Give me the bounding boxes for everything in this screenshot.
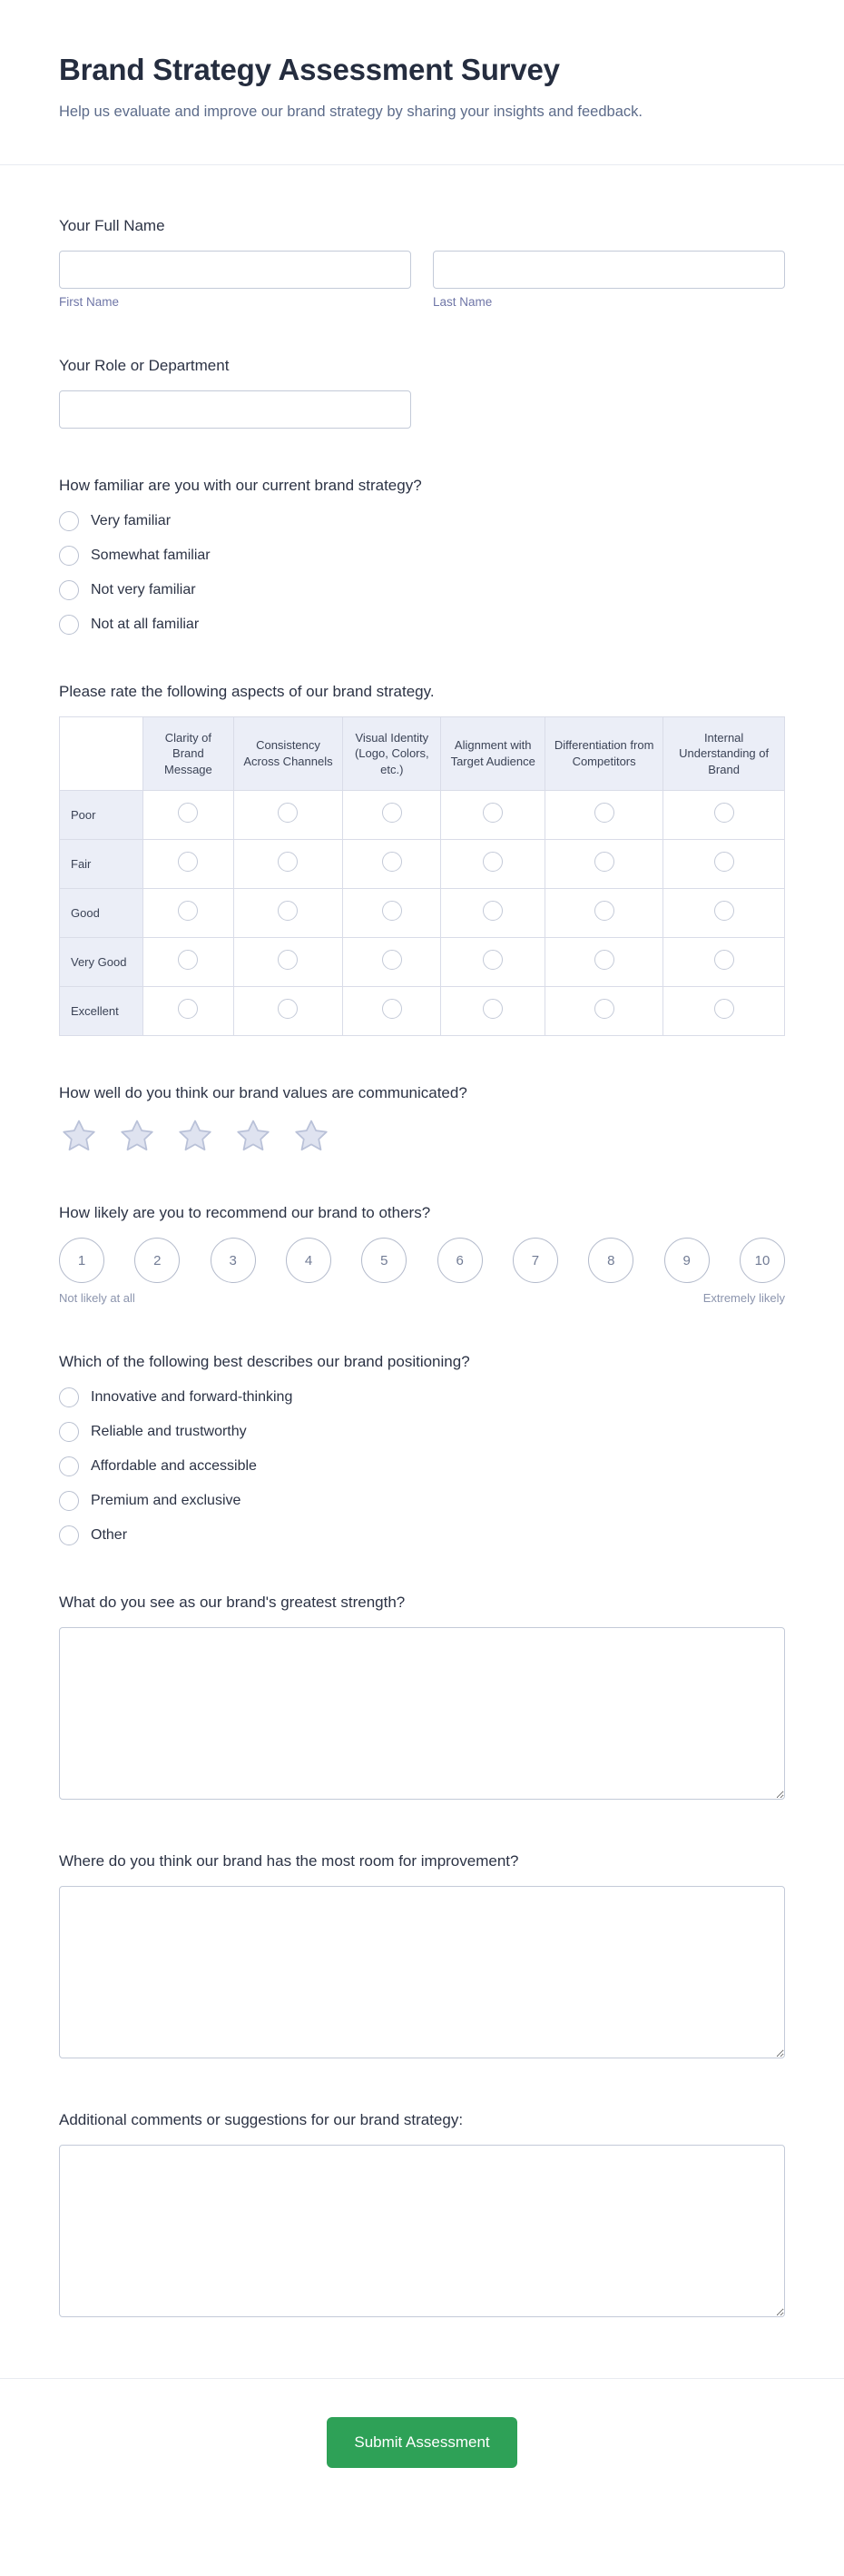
- nps-right-label: Extremely likely: [702, 1291, 785, 1306]
- question-nps: [59, 1203, 785, 1305]
- nps-option-10[interactable]: 10: [740, 1238, 785, 1283]
- matrix-column-header: Differentiation from Competitors: [545, 716, 662, 791]
- matrix-radio[interactable]: [483, 803, 503, 823]
- matrix-radio[interactable]: [178, 901, 198, 921]
- matrix-radio[interactable]: [594, 999, 614, 1019]
- star-icon[interactable]: [233, 1118, 273, 1156]
- nps-scale: [59, 1238, 785, 1283]
- matrix-column-header: Visual Identity (Logo, Colors, etc.): [343, 716, 441, 791]
- matrix-radio[interactable]: [714, 999, 734, 1019]
- question-strength: [59, 1593, 785, 1804]
- matrix-radio[interactable]: [278, 999, 298, 1019]
- matrix-row-header: Excellent: [60, 987, 143, 1036]
- radio-button-icon[interactable]: [59, 511, 79, 531]
- matrix-radio[interactable]: [278, 803, 298, 823]
- radio-button-icon[interactable]: [59, 615, 79, 635]
- matrix-corner-cell: [60, 716, 143, 791]
- nps-option-9[interactable]: 9: [664, 1238, 710, 1283]
- nps-option-8[interactable]: 8: [588, 1238, 633, 1283]
- nps-option-1[interactable]: 1: [59, 1238, 104, 1283]
- matrix-row-good: [60, 889, 785, 938]
- first-name-sublabel: First Name: [59, 295, 120, 310]
- matrix-radio[interactable]: [714, 901, 734, 921]
- familiarity-label: How familiar are you with our current brand strategy?: [59, 477, 422, 495]
- familiarity-option-somewhat-familiar[interactable]: [59, 546, 785, 566]
- matrix-radio[interactable]: [178, 852, 198, 872]
- positioning-option-reliable[interactable]: [59, 1422, 785, 1442]
- form-title: Brand Strategy Assessment Survey: [59, 53, 560, 86]
- nps-option-6[interactable]: 6: [437, 1238, 483, 1283]
- matrix-radio[interactable]: [483, 901, 503, 921]
- matrix-radio[interactable]: [594, 950, 614, 970]
- matrix-column-header: Alignment with Target Audience: [441, 716, 545, 791]
- nps-option-4[interactable]: 4: [286, 1238, 331, 1283]
- matrix-radio[interactable]: [278, 852, 298, 872]
- form-footer: [0, 2378, 844, 2521]
- nps-option-2[interactable]: 2: [134, 1238, 180, 1283]
- matrix-header-row: [60, 716, 785, 791]
- positioning-label: Which of the following best describes our brand positioning?: [59, 1353, 470, 1371]
- matrix-column-header: Internal Understanding of Brand: [663, 716, 785, 791]
- improvement-textarea[interactable]: [59, 1886, 785, 2058]
- radio-button-icon[interactable]: [59, 546, 79, 566]
- form-subtitle: Help us evaluate and improve our brand strategy by sharing your insights and feedback.: [59, 104, 643, 120]
- positioning-option-other[interactable]: [59, 1525, 785, 1545]
- last-name-sublabel: Last Name: [433, 295, 493, 310]
- star-icon[interactable]: [59, 1118, 99, 1156]
- matrix-radio[interactable]: [483, 999, 503, 1019]
- radio-button-icon[interactable]: [59, 1387, 79, 1407]
- star-icon[interactable]: [291, 1118, 331, 1156]
- question-full-name: [59, 216, 785, 309]
- nps-option-7[interactable]: 7: [513, 1238, 558, 1283]
- strength-textarea[interactable]: [59, 1627, 785, 1800]
- matrix-row-excellent: [60, 987, 785, 1036]
- question-star-rating: [59, 1083, 785, 1156]
- familiarity-option-not-at-all-familiar[interactable]: [59, 615, 785, 635]
- nps-option-3[interactable]: 3: [211, 1238, 256, 1283]
- matrix-radio[interactable]: [382, 950, 402, 970]
- matrix-column-header: Consistency Across Channels: [233, 716, 342, 791]
- last-name-group: [433, 251, 785, 309]
- matrix-radio[interactable]: [714, 803, 734, 823]
- first-name-input[interactable]: [59, 251, 411, 289]
- matrix-radio[interactable]: [594, 852, 614, 872]
- matrix-radio[interactable]: [178, 999, 198, 1019]
- full-name-inputs: [59, 251, 785, 309]
- radio-option-label: Reliable and trustworthy: [91, 1423, 247, 1439]
- star-icon[interactable]: [175, 1118, 215, 1156]
- radio-option-label: Premium and exclusive: [91, 1492, 241, 1508]
- matrix-row-header: Fair: [60, 840, 143, 889]
- radio-button-icon[interactable]: [59, 1456, 79, 1476]
- role-label: Your Role or Department: [59, 357, 230, 375]
- radio-option-label: Very familiar: [91, 512, 172, 528]
- matrix-row-poor: [60, 791, 785, 840]
- matrix-radio[interactable]: [483, 852, 503, 872]
- comments-textarea[interactable]: [59, 2145, 785, 2317]
- matrix-radio[interactable]: [714, 950, 734, 970]
- matrix-radio[interactable]: [178, 803, 198, 823]
- matrix-radio[interactable]: [594, 803, 614, 823]
- radio-option-label: Not at all familiar: [91, 616, 200, 632]
- radio-button-icon[interactable]: [59, 1422, 79, 1442]
- matrix-row-header: Poor: [60, 791, 143, 840]
- matrix-row-header: Very Good: [60, 938, 143, 987]
- nps-left-label: Not likely at all: [59, 1291, 135, 1306]
- matrix-radio[interactable]: [178, 950, 198, 970]
- comments-label: Additional comments or suggestions for our brand strategy:: [59, 2110, 464, 2128]
- nps-edge-labels: [59, 1291, 785, 1305]
- matrix-row-fair: [60, 840, 785, 889]
- matrix-row-very-good: [60, 938, 785, 987]
- matrix-radio[interactable]: [382, 852, 402, 872]
- familiarity-option-not-very-familiar[interactable]: [59, 580, 785, 600]
- matrix-radio[interactable]: [382, 901, 402, 921]
- positioning-option-premium[interactable]: [59, 1491, 785, 1511]
- radio-option-label: Innovative and forward-thinking: [91, 1388, 293, 1405]
- matrix-row-header: Good: [60, 889, 143, 938]
- matrix-table: [59, 716, 785, 1037]
- positioning-option-affordable[interactable]: [59, 1456, 785, 1476]
- nps-label: How likely are you to recommend our brand to others?: [59, 1204, 431, 1222]
- positioning-option-innovative[interactable]: [59, 1387, 785, 1407]
- nps-option-5[interactable]: 5: [361, 1238, 407, 1283]
- matrix-label: Please rate the following aspects of our brand strategy.: [59, 682, 435, 700]
- matrix-radio[interactable]: [483, 950, 503, 970]
- first-name-group: [59, 251, 411, 309]
- matrix-radio[interactable]: [382, 803, 402, 823]
- radio-option-label: Somewhat familiar: [91, 547, 211, 563]
- matrix-column-header: Clarity of Brand Message: [143, 716, 234, 791]
- strength-label: What do you see as our brand's greatest strength?: [59, 1593, 406, 1611]
- question-comments: [59, 2110, 785, 2322]
- question-familiarity: [59, 476, 785, 634]
- matrix-radio[interactable]: [278, 901, 298, 921]
- radio-button-icon[interactable]: [59, 1491, 79, 1511]
- role-input[interactable]: [59, 390, 411, 429]
- radio-option-label: Not very familiar: [91, 581, 196, 597]
- question-improvement: [59, 1851, 785, 2063]
- form-body: [0, 165, 844, 2378]
- matrix-radio[interactable]: [714, 852, 734, 872]
- question-positioning: [59, 1352, 785, 1545]
- familiarity-option-very-familiar[interactable]: [59, 511, 785, 531]
- star-rating-label: How well do you think our brand values are communicated?: [59, 1084, 467, 1102]
- improvement-label: Where do you think our brand has the most room for improvement?: [59, 1851, 519, 1870]
- radio-button-icon[interactable]: [59, 580, 79, 600]
- radio-option-label: Affordable and accessible: [91, 1457, 257, 1474]
- star-icon[interactable]: [117, 1118, 157, 1156]
- full-name-label: Your Full Name: [59, 217, 165, 235]
- radio-button-icon[interactable]: [59, 1525, 79, 1545]
- submit-button[interactable]: Submit Assessment: [327, 2417, 516, 2468]
- question-role: [59, 356, 785, 429]
- matrix-radio[interactable]: [382, 999, 402, 1019]
- star-rating-widget: [59, 1118, 785, 1156]
- matrix-radio[interactable]: [278, 950, 298, 970]
- radio-option-label: Other: [91, 1526, 128, 1543]
- question-matrix: [59, 682, 785, 1037]
- form-header: [0, 0, 844, 164]
- last-name-input[interactable]: [433, 251, 785, 289]
- matrix-radio[interactable]: [594, 901, 614, 921]
